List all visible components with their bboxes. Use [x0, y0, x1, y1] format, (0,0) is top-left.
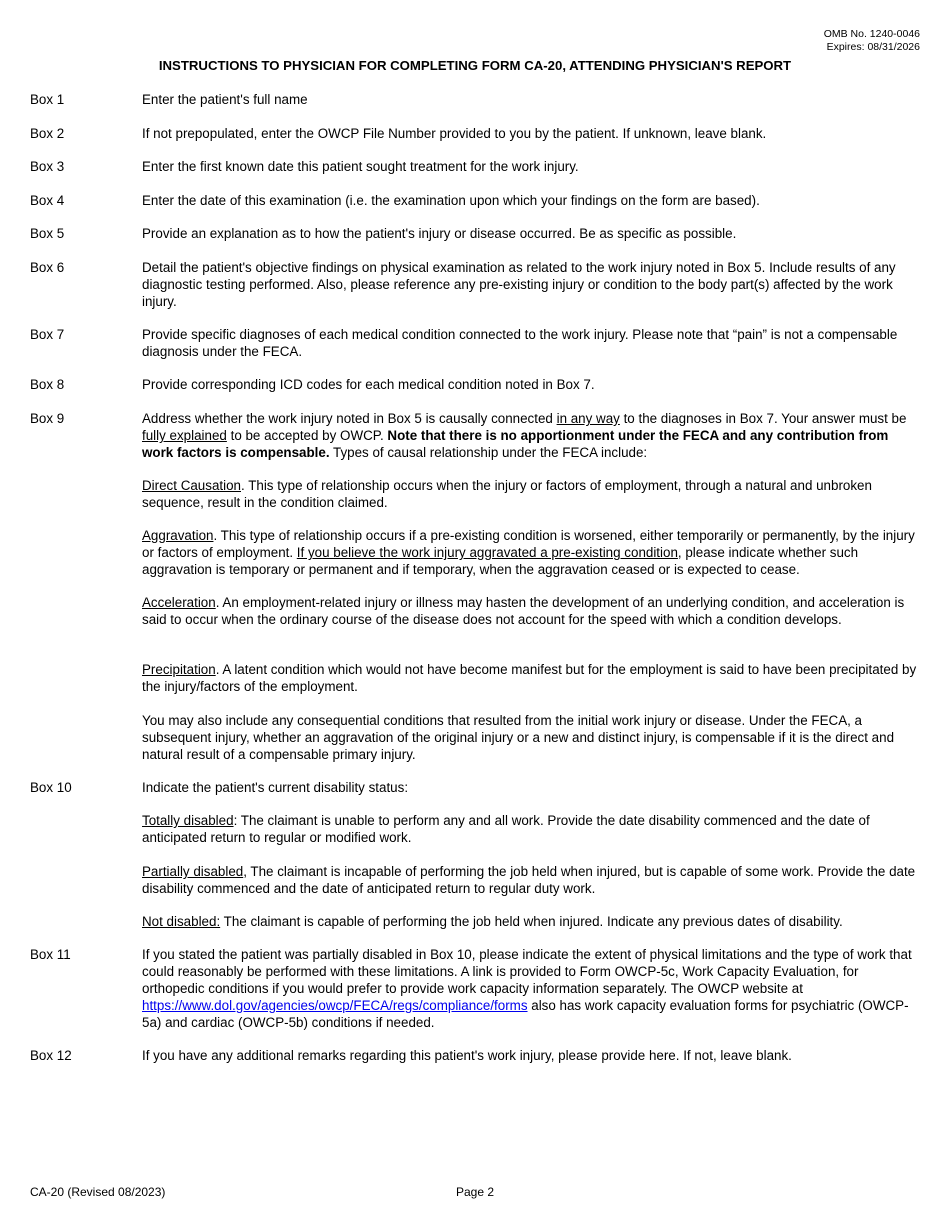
box-label: Box 5 — [30, 226, 65, 241]
box-label: Box 6 — [30, 260, 65, 275]
box-label: Box 4 — [30, 193, 65, 208]
term-acceleration: Acceleration — [142, 595, 216, 610]
box-text: Detail the patient's objective findings on physical examination as related to the work injury noted in Box 5. Include results of any diagnostic testing performed. Also, please reference any pre-existing injury or condition to the body part(s) affected by the work injury. — [142, 260, 896, 309]
precipitation-paragraph: Precipitation. A latent condition which would not have become manifest but for the employment is said to have been precipitated by the injury/factors of the employment. — [142, 662, 917, 694]
box-label: Box 12 — [30, 1048, 72, 1063]
box-label: Box 7 — [30, 327, 65, 342]
box-label: Box 11 — [30, 947, 71, 962]
box-text: Address whether the work injury noted in Box 5 is causally connected in any way to the diagnoses in Box 7. Your answer must be fully explained to be accepted by OWCP. Note that there is no apportionment under the FECA and any contribution from work factors is compensable. Types of causal relationship under the FECA include: — [142, 411, 907, 460]
box-label: Box 1 — [30, 92, 65, 107]
consequential-conditions-paragraph: You may also include any consequential conditions that resulted from the initial work injury or disease. Under the FECA, a subsequent injury, whether an aggravation of the original injury or a new and distinct injury, is compensable if it is the direct and natural result of a compensable primary injury. — [142, 713, 895, 762]
box-label: Box 9 — [30, 411, 65, 426]
box-label: Box 8 — [30, 377, 65, 392]
box-text: Enter the patient's full name — [142, 92, 308, 107]
direct-causation-paragraph: Direct Causation. This type of relationship occurs when the injury or factors of employment, through a natural and unbroken sequence, result in the condition claimed. — [142, 478, 872, 510]
term-precipitation: Precipitation — [142, 662, 216, 677]
box-label: Box 10 — [30, 780, 72, 795]
term-totally-disabled: Totally disabled — [142, 813, 234, 828]
form-revision: CA-20 (Revised 08/2023) — [30, 1185, 166, 1199]
box-text: Enter the first known date this patient sought treatment for the work injury. — [142, 159, 579, 174]
term-direct-causation: Direct Causation — [142, 478, 241, 493]
box-text: If you have any additional remarks regarding this patient's work injury, please provide here. If not, leave blank. — [142, 1048, 792, 1063]
box-text: Enter the date of this examination (i.e. the examination upon which your findings on the form are based). — [142, 193, 760, 208]
apportionment-note: Note that there is no apportionment under the FECA and any contribution from work factors is compensable. — [142, 428, 889, 460]
not-disabled-paragraph: Not disabled: The claimant is capable of performing the job held when injured. Indicate any previous dates of disability. — [142, 914, 843, 929]
box-text: Provide an explanation as to how the patient's injury or disease occurred. Be as specific as possible. — [142, 226, 737, 241]
term-partially-disabled: Partially disabled — [142, 864, 244, 879]
emphasis-fully-explained: fully explained — [142, 428, 227, 443]
box-label: Box 2 — [30, 126, 65, 141]
acceleration-paragraph: Acceleration. An employment-related injury or illness may hasten the development of an underlying condition, and acceleration is said to occur when the ordinary course of the disease does not account for the speed with which a condition develops. — [142, 595, 905, 627]
omb-block — [824, 28, 920, 54]
aggravation-paragraph: Aggravation. This type of relationship occurs if a pre-existing condition is worsened, either temporarily or permanently, by the injury or factors of employment. If you believe the work injury aggravated a pre-existing condition, please indicate whether such aggravation is temporary or permanent and if temporary, when the aggravation ceased or is expected to cease. — [142, 528, 915, 577]
term-not-disabled: Not disabled: — [142, 914, 221, 929]
box-text: Provide specific diagnoses of each medical condition connected to the work injury. Please note that “pain” is not a compensable diagnosis under the FECA. — [142, 327, 898, 359]
emphasis-in-any-way: in any way — [556, 411, 620, 426]
box-text: Provide corresponding ICD codes for each medical condition noted in Box 7. — [142, 377, 595, 392]
term-aggravation: Aggravation — [142, 528, 214, 543]
box-text: Indicate the patient's current disability status: — [142, 780, 409, 795]
aggravation-emphasis: If you believe the work injury aggravated a pre-existing condition — [296, 545, 678, 560]
page-title: INSTRUCTIONS TO PHYSICIAN FOR COMPLETING FORM CA-20, ATTENDING PHYSICIAN'S REPORT — [158, 58, 792, 73]
partially-disabled-paragraph: Partially disabled, The claimant is incapable of performing the job held when injured, but is capable of some work. Provide the date disability commenced and the date of anticipated return to regular duty work. — [142, 864, 916, 896]
box-text: If not prepopulated, enter the OWCP File Number provided to you by the patient. If unknown, leave blank. — [142, 126, 767, 141]
box-label: Box 3 — [30, 159, 65, 174]
expiration-date: Expires: 08/31/2026 — [826, 41, 920, 53]
owcp-forms-link[interactable]: https://www.dol.gov/agencies/owcp/FECA/regs/compliance/forms — [142, 998, 528, 1013]
box-text: If you stated the patient was partially disabled in Box 10, please indicate the extent of physical limitations and the type of work that could reasonably be performed with these limitations. A link is provided to Form OWCP-5c, Work Capacity Evaluation, for orthopedic conditions if you would prefer to provide work capacity information separately. The OWCP website at https://www.dol.gov/agencies/owcp/FECA/regs/compliance/forms also has work capacity evaluation forms for psychiatric (OWCP-5a) and cardiac (OWCP-5b) conditions if needed. — [142, 947, 912, 1030]
page-number: Page 2 — [456, 1185, 495, 1199]
omb-number: OMB No. 1240-0046 — [823, 28, 920, 40]
totally-disabled-paragraph: Totally disabled: The claimant is unable to perform any and all work. Provide the date disability commenced and the date of anticipated return to regular or modified work. — [142, 813, 870, 845]
